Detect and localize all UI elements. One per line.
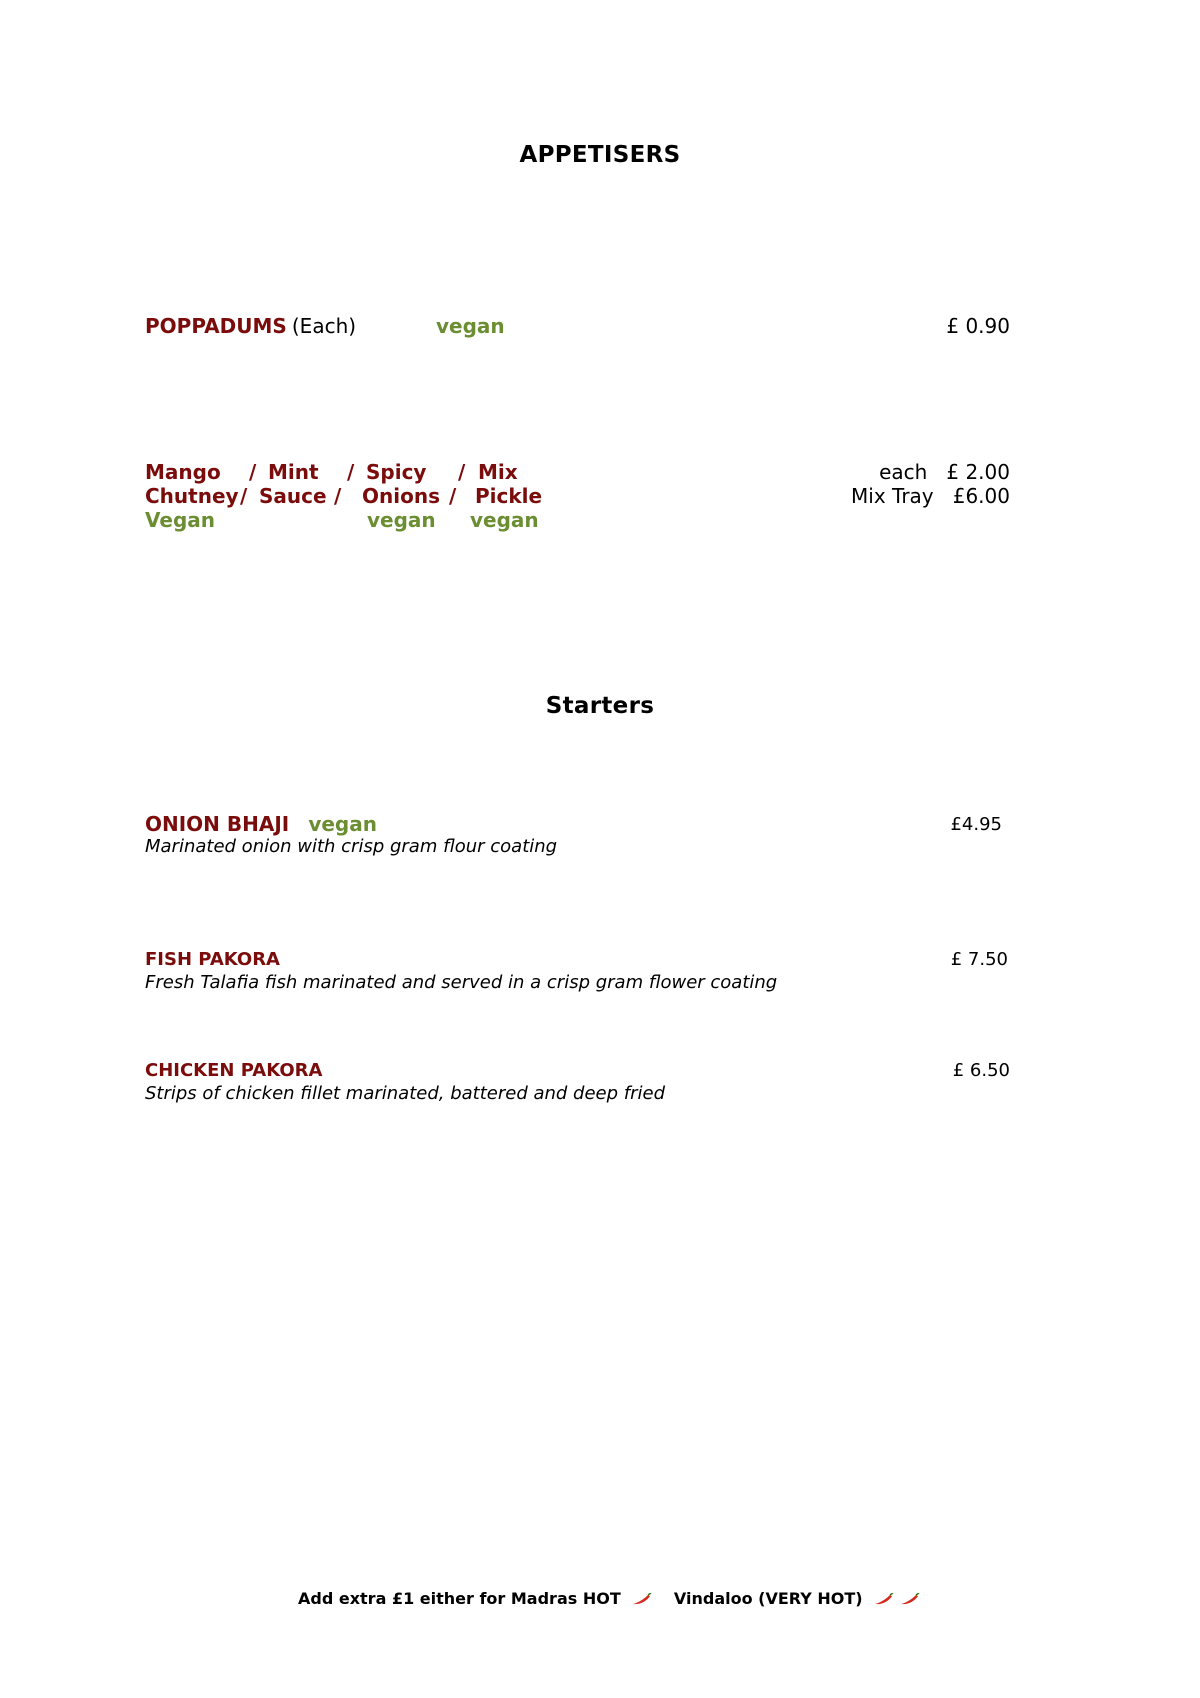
condiment-separator: / [334, 484, 342, 508]
condiment-spicy-diet: vegan [367, 508, 436, 532]
condiment-price-each [879, 460, 1010, 484]
condiment-mint-line2: Sauce [259, 484, 327, 508]
condiment-mango-line2: Chutney [145, 484, 239, 508]
condiment-mix-diet: vegan [470, 508, 539, 532]
item-description: Fresh Talafia fish marinated and served in a crisp gram flower coating [145, 972, 778, 993]
item-diet: vegan [308, 812, 377, 836]
poppadums-note: (Each) [291, 314, 357, 338]
item-price: £ 6.50 [952, 1060, 1010, 1081]
menu-item-chicken-pakora: CHICKEN PAKORA [145, 1060, 323, 1081]
item-price: £4.95 [950, 814, 1002, 835]
starters-heading: Starters [545, 693, 655, 719]
item-description: Marinated onion with crisp gram flour coating [145, 836, 558, 857]
menu-item-fish-pakora: FISH PAKORA [145, 949, 280, 970]
spice-footer [298, 1589, 920, 1609]
condiment-separator: / [458, 460, 466, 484]
chili-pepper-icon [632, 1590, 652, 1609]
item-description: Strips of chicken fillet marinated, battered and deep fried [145, 1083, 666, 1104]
condiment-spicy-line2: Onions [362, 484, 440, 508]
condiment-mango-diet: Vegan [145, 508, 215, 532]
condiment-mango-line1: Mango [145, 460, 221, 484]
price-tray-label: Mix Tray [851, 484, 934, 508]
poppadums-row [145, 314, 356, 338]
condiment-separator: / [249, 460, 257, 484]
appetisers-heading: APPETISERS [519, 142, 681, 168]
price-tray-value: £6.00 [952, 484, 1010, 508]
poppadums-diet: vegan [436, 314, 505, 338]
menu-item-onion-bhaji [145, 812, 377, 836]
condiment-mix-line2: Pickle [475, 484, 543, 508]
condiment-price-tray [851, 484, 1010, 508]
item-price: £ 7.50 [950, 949, 1008, 970]
footer-madras-text: Add extra £1 either for Madras HOT [298, 1589, 621, 1608]
footer-vindaloo-text: Vindaloo (VERY HOT) [673, 1589, 863, 1608]
condiment-spicy-line1: Spicy [366, 460, 427, 484]
price-each-value: £ 2.00 [946, 460, 1010, 484]
chili-pepper-icon [874, 1590, 894, 1609]
condiment-mix-line1: Mix [478, 460, 518, 484]
poppadums-price: £ 0.90 [946, 314, 1010, 338]
chili-pepper-icon [900, 1590, 920, 1609]
item-name: ONION BHAJI [145, 812, 290, 836]
poppadums-name: POPPADUMS [145, 314, 287, 338]
condiment-separator: / [449, 484, 457, 508]
price-each-label: each [879, 460, 928, 484]
condiment-mint-line1: Mint [268, 460, 319, 484]
condiment-separator: / [240, 484, 248, 508]
condiment-separator: / [347, 460, 355, 484]
